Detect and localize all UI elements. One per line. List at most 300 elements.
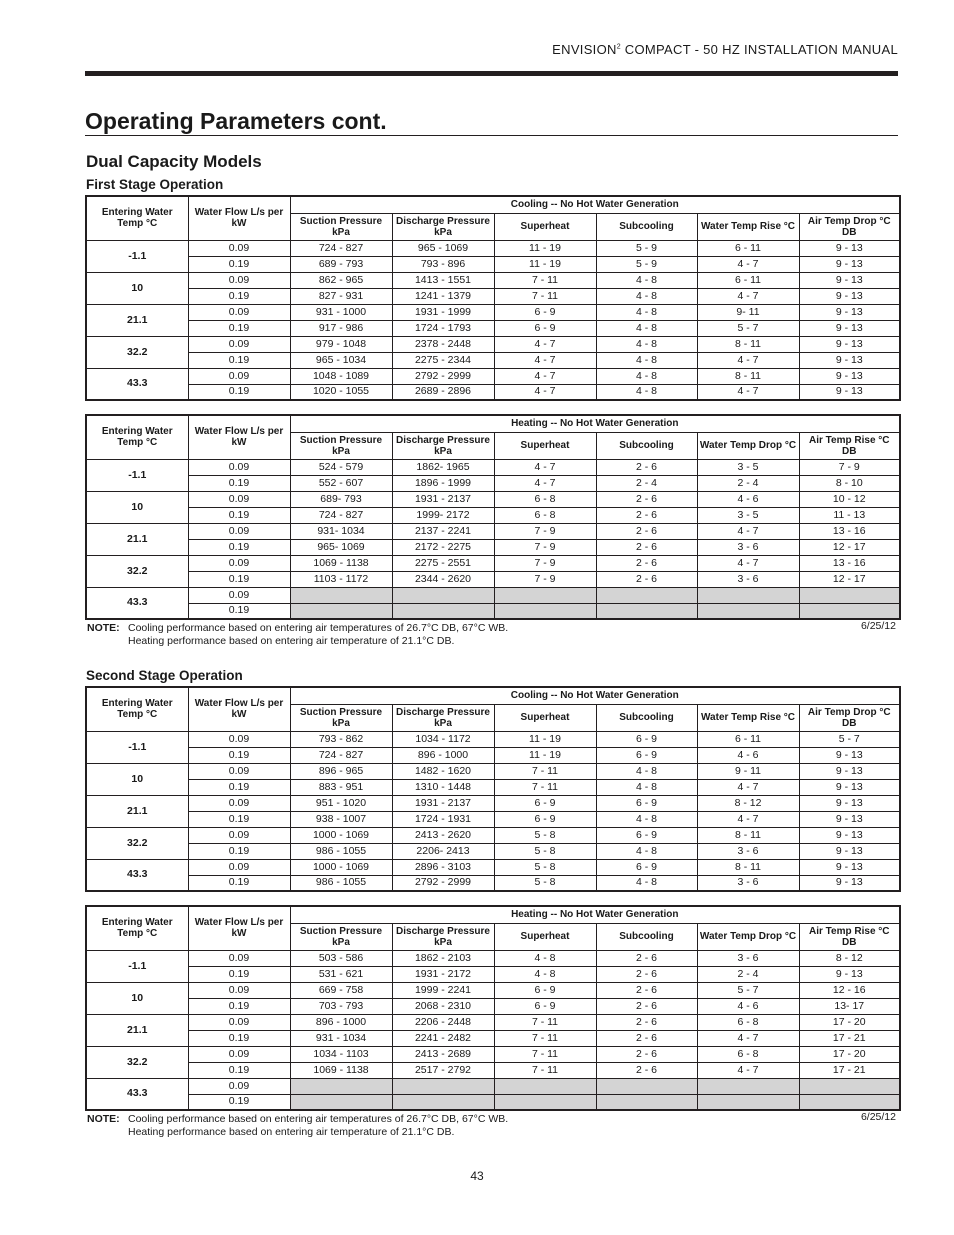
- column-header: Suction Pressure kPa: [290, 923, 392, 950]
- value-cell: 1999- 2172: [392, 507, 494, 523]
- value-cell: 2 - 6: [596, 966, 697, 982]
- value-cell: 2206- 2413: [392, 843, 494, 859]
- note-line-2: Heating performance based on entering air temperature of 21.1°C DB.: [128, 635, 455, 647]
- value-cell: 5 - 9: [596, 256, 697, 272]
- value-cell: 1931 - 1999: [392, 304, 494, 320]
- value-cell: 2 - 6: [596, 1046, 697, 1062]
- value-cell: 6 - 11: [697, 272, 799, 288]
- value-cell: 951 - 1020: [290, 795, 392, 811]
- value-cell: 965- 1069: [290, 539, 392, 555]
- value-cell: 4 - 8: [494, 950, 596, 966]
- entering-water-temp-cell: 43.3: [86, 859, 188, 891]
- value-cell: 931- 1034: [290, 523, 392, 539]
- second-stage-cooling-table: [85, 686, 901, 892]
- table-row: [86, 843, 900, 859]
- value-cell: 2 - 6: [596, 555, 697, 571]
- table-row: [86, 475, 900, 491]
- value-cell: 9 - 13: [799, 384, 900, 400]
- value-cell: 4 - 6: [697, 491, 799, 507]
- value-cell: 8 - 11: [697, 368, 799, 384]
- water-flow-header: Water Flow L/s per kW: [188, 415, 290, 459]
- value-cell: 931 - 1034: [290, 1030, 392, 1046]
- water-flow-cell: 0.09: [188, 763, 290, 779]
- table-row: [86, 555, 900, 571]
- value-cell: [697, 587, 799, 603]
- value-cell: [596, 1094, 697, 1110]
- table-row: [86, 571, 900, 587]
- value-cell: 8 - 12: [799, 950, 900, 966]
- table-row: [86, 1094, 900, 1110]
- table-row: [86, 459, 900, 475]
- entering-water-temp-cell: -1.1: [86, 240, 188, 272]
- water-flow-cell: 0.19: [188, 507, 290, 523]
- value-cell: 10 - 12: [799, 491, 900, 507]
- value-cell: [290, 603, 392, 619]
- table-row: [86, 1014, 900, 1030]
- entering-water-temp-cell: 32.2: [86, 1046, 188, 1078]
- column-header: Superheat: [494, 704, 596, 731]
- value-cell: [494, 1078, 596, 1094]
- column-header: Subcooling: [596, 432, 697, 459]
- value-cell: 9 - 13: [799, 763, 900, 779]
- value-cell: 669 - 758: [290, 982, 392, 998]
- table-row: [86, 507, 900, 523]
- value-cell: 689 - 793: [290, 256, 392, 272]
- water-flow-cell: 0.19: [188, 256, 290, 272]
- table-row: [86, 811, 900, 827]
- value-cell: 8 - 11: [697, 827, 799, 843]
- value-cell: 2 - 6: [596, 1014, 697, 1030]
- column-header: Water Temp Drop °C: [697, 432, 799, 459]
- value-cell: 1931 - 2137: [392, 491, 494, 507]
- water-flow-cell: 0.09: [188, 982, 290, 998]
- value-cell: 1034 - 1103: [290, 1046, 392, 1062]
- value-cell: 3 - 6: [697, 843, 799, 859]
- value-cell: 4 - 8: [596, 288, 697, 304]
- entering-water-temp-cell: 32.2: [86, 555, 188, 587]
- value-cell: 6 - 9: [494, 304, 596, 320]
- value-cell: 4 - 7: [697, 1030, 799, 1046]
- water-flow-cell: 0.19: [188, 1062, 290, 1078]
- value-cell: 4 - 7: [494, 459, 596, 475]
- water-flow-cell: 0.19: [188, 811, 290, 827]
- cooling-group-header: Cooling -- No Hot Water Generation: [290, 687, 900, 704]
- value-cell: 9 - 13: [799, 843, 900, 859]
- value-cell: 7 - 9: [494, 555, 596, 571]
- entering-water-temp-cell: 10: [86, 491, 188, 523]
- value-cell: 2 - 6: [596, 459, 697, 475]
- water-flow-cell: 0.09: [188, 459, 290, 475]
- value-cell: [799, 1094, 900, 1110]
- value-cell: 986 - 1055: [290, 843, 392, 859]
- value-cell: 4 - 7: [697, 555, 799, 571]
- value-cell: 9 - 13: [799, 795, 900, 811]
- value-cell: 3 - 6: [697, 571, 799, 587]
- value-cell: 9 - 13: [799, 288, 900, 304]
- value-cell: 2 - 6: [596, 539, 697, 555]
- value-cell: [596, 587, 697, 603]
- column-header: Superheat: [494, 923, 596, 950]
- value-cell: 9 - 13: [799, 875, 900, 891]
- entering-water-temp-cell: 43.3: [86, 368, 188, 400]
- entering-water-temp-header: Entering Water Temp °C: [86, 906, 188, 950]
- table-row: [86, 998, 900, 1014]
- value-cell: 12 - 17: [799, 539, 900, 555]
- column-header: Suction Pressure kPa: [290, 432, 392, 459]
- value-cell: 979 - 1048: [290, 336, 392, 352]
- table-row: [86, 859, 900, 875]
- table-row: [86, 368, 900, 384]
- value-cell: 2 - 4: [697, 966, 799, 982]
- value-cell: 7 - 11: [494, 288, 596, 304]
- value-cell: 1020 - 1055: [290, 384, 392, 400]
- table-row: [86, 1078, 900, 1094]
- water-flow-cell: 0.19: [188, 384, 290, 400]
- value-cell: 4 - 8: [596, 272, 697, 288]
- second-stage-heating-table: [85, 905, 901, 1111]
- water-flow-cell: 0.09: [188, 795, 290, 811]
- header-rule: [85, 71, 898, 76]
- value-cell: 1862- 1965: [392, 459, 494, 475]
- heating-group-header: Heating -- No Hot Water Generation: [290, 906, 900, 923]
- value-cell: 7 - 9: [799, 459, 900, 475]
- value-cell: 4 - 7: [494, 384, 596, 400]
- value-cell: 4 - 8: [596, 336, 697, 352]
- value-cell: [697, 1094, 799, 1110]
- column-header: Water Temp Rise °C: [697, 213, 799, 240]
- value-cell: 6 - 9: [596, 859, 697, 875]
- value-cell: 1048 - 1089: [290, 368, 392, 384]
- value-cell: [494, 603, 596, 619]
- column-header: Discharge Pressure kPa: [392, 923, 494, 950]
- table-row: [86, 795, 900, 811]
- water-flow-cell: 0.19: [188, 1094, 290, 1110]
- value-cell: 6 - 8: [494, 507, 596, 523]
- table-row: [86, 763, 900, 779]
- note-label: NOTE:: [87, 1113, 120, 1125]
- entering-water-temp-cell: 21.1: [86, 304, 188, 336]
- table-row: [86, 539, 900, 555]
- value-cell: 896 - 1000: [290, 1014, 392, 1030]
- water-flow-cell: 0.19: [188, 571, 290, 587]
- table-row: [86, 256, 900, 272]
- value-cell: 7 - 11: [494, 779, 596, 795]
- note-date: 6/25/12: [860, 1111, 896, 1123]
- value-cell: 4 - 8: [596, 875, 697, 891]
- value-cell: 2241 - 2482: [392, 1030, 494, 1046]
- column-header: Subcooling: [596, 704, 697, 731]
- column-header: Water Temp Rise °C: [697, 704, 799, 731]
- column-header: Discharge Pressure kPa: [392, 213, 494, 240]
- water-flow-cell: 0.09: [188, 731, 290, 747]
- value-cell: 9 - 13: [799, 368, 900, 384]
- value-cell: 2 - 6: [596, 491, 697, 507]
- value-cell: 4 - 7: [494, 475, 596, 491]
- value-cell: 2413 - 2620: [392, 827, 494, 843]
- value-cell: 896 - 965: [290, 763, 392, 779]
- value-cell: 2 - 6: [596, 998, 697, 1014]
- value-cell: 9- 11: [697, 304, 799, 320]
- value-cell: [799, 587, 900, 603]
- value-cell: 6 - 8: [697, 1014, 799, 1030]
- column-header: Suction Pressure kPa: [290, 213, 392, 240]
- value-cell: 6 - 11: [697, 240, 799, 256]
- value-cell: 4 - 8: [596, 811, 697, 827]
- value-cell: 3 - 6: [697, 875, 799, 891]
- value-cell: 2413 - 2689: [392, 1046, 494, 1062]
- value-cell: 4 - 8: [596, 304, 697, 320]
- water-flow-cell: 0.19: [188, 966, 290, 982]
- value-cell: 793 - 862: [290, 731, 392, 747]
- value-cell: 2275 - 2551: [392, 555, 494, 571]
- value-cell: 6 - 9: [596, 827, 697, 843]
- value-cell: 4 - 6: [697, 998, 799, 1014]
- value-cell: 4 - 7: [494, 336, 596, 352]
- note-line-1: Cooling performance based on entering air temperatures of 26.7°C DB, 67°C WB.: [128, 1113, 509, 1125]
- value-cell: 7 - 11: [494, 1014, 596, 1030]
- value-cell: 6 - 9: [494, 320, 596, 336]
- value-cell: 1896 - 1999: [392, 475, 494, 491]
- value-cell: 2068 - 2310: [392, 998, 494, 1014]
- header-text-rest: COMPACT - 50 HZ INSTALLATION MANUAL: [620, 42, 898, 57]
- water-flow-cell: 0.09: [188, 304, 290, 320]
- first-stage-cooling-table: [85, 195, 901, 401]
- water-flow-cell: 0.19: [188, 288, 290, 304]
- value-cell: 3 - 5: [697, 459, 799, 475]
- value-cell: 17 - 20: [799, 1046, 900, 1062]
- value-cell: 11 - 19: [494, 747, 596, 763]
- value-cell: 1241 - 1379: [392, 288, 494, 304]
- value-cell: 724 - 827: [290, 507, 392, 523]
- value-cell: 11 - 19: [494, 256, 596, 272]
- value-cell: 9 - 13: [799, 272, 900, 288]
- value-cell: 503 - 586: [290, 950, 392, 966]
- column-header: Subcooling: [596, 923, 697, 950]
- entering-water-temp-cell: -1.1: [86, 731, 188, 763]
- table-row: [86, 1062, 900, 1078]
- value-cell: 2206 - 2448: [392, 1014, 494, 1030]
- water-flow-cell: 0.09: [188, 368, 290, 384]
- value-cell: [494, 1094, 596, 1110]
- value-cell: 1413 - 1551: [392, 272, 494, 288]
- value-cell: 4 - 8: [596, 352, 697, 368]
- water-flow-cell: 0.09: [188, 827, 290, 843]
- entering-water-temp-cell: -1.1: [86, 950, 188, 982]
- value-cell: 4 - 7: [494, 368, 596, 384]
- value-cell: 2 - 6: [596, 523, 697, 539]
- cooling-group-header: Cooling -- No Hot Water Generation: [290, 196, 900, 213]
- value-cell: [392, 1078, 494, 1094]
- value-cell: 6 - 9: [494, 982, 596, 998]
- table-row: [86, 491, 900, 507]
- table-row: [86, 523, 900, 539]
- value-cell: 4 - 7: [697, 523, 799, 539]
- value-cell: 13 - 16: [799, 523, 900, 539]
- value-cell: 6 - 9: [596, 731, 697, 747]
- value-cell: 3 - 5: [697, 507, 799, 523]
- value-cell: 3 - 6: [697, 950, 799, 966]
- value-cell: 9 - 13: [799, 256, 900, 272]
- column-header: Water Temp Drop °C: [697, 923, 799, 950]
- value-cell: 4 - 7: [697, 352, 799, 368]
- value-cell: 1482 - 1620: [392, 763, 494, 779]
- value-cell: 9 - 11: [697, 763, 799, 779]
- column-header: Superheat: [494, 432, 596, 459]
- value-cell: 6 - 11: [697, 731, 799, 747]
- table-row: [86, 240, 900, 256]
- table-row: [86, 966, 900, 982]
- water-flow-cell: 0.19: [188, 843, 290, 859]
- value-cell: 552 - 607: [290, 475, 392, 491]
- value-cell: 7 - 9: [494, 571, 596, 587]
- value-cell: 9 - 13: [799, 320, 900, 336]
- value-cell: 938 - 1007: [290, 811, 392, 827]
- entering-water-temp-cell: 43.3: [86, 587, 188, 619]
- value-cell: 689- 793: [290, 491, 392, 507]
- value-cell: 13 - 16: [799, 555, 900, 571]
- value-cell: 5 - 7: [697, 320, 799, 336]
- value-cell: [697, 603, 799, 619]
- water-flow-cell: 0.09: [188, 491, 290, 507]
- entering-water-temp-header: Entering Water Temp °C: [86, 687, 188, 731]
- value-cell: [494, 587, 596, 603]
- value-cell: 5 - 7: [799, 731, 900, 747]
- value-cell: 8 - 11: [697, 336, 799, 352]
- value-cell: 1069 - 1138: [290, 555, 392, 571]
- value-cell: [596, 603, 697, 619]
- value-cell: 2 - 6: [596, 1030, 697, 1046]
- value-cell: 2 - 6: [596, 982, 697, 998]
- note-label: NOTE:: [87, 622, 120, 634]
- table-row: [86, 731, 900, 747]
- value-cell: 965 - 1069: [392, 240, 494, 256]
- value-cell: 9 - 13: [799, 336, 900, 352]
- value-cell: 4 - 7: [697, 811, 799, 827]
- entering-water-temp-cell: -1.1: [86, 459, 188, 491]
- water-flow-cell: 0.09: [188, 336, 290, 352]
- value-cell: 2792 - 2999: [392, 875, 494, 891]
- table-row: [86, 352, 900, 368]
- value-cell: 4 - 8: [596, 843, 697, 859]
- value-cell: 6 - 8: [494, 491, 596, 507]
- value-cell: 2344 - 2620: [392, 571, 494, 587]
- value-cell: 986 - 1055: [290, 875, 392, 891]
- value-cell: 4 - 7: [697, 779, 799, 795]
- value-cell: 6 - 9: [596, 747, 697, 763]
- water-flow-header: Water Flow L/s per kW: [188, 906, 290, 950]
- column-header: Air Temp Rise °C DB: [799, 923, 900, 950]
- first-stage-heating-table: [85, 414, 901, 620]
- value-cell: 2 - 6: [596, 571, 697, 587]
- column-header: Superheat: [494, 213, 596, 240]
- value-cell: 9 - 13: [799, 811, 900, 827]
- value-cell: 1931 - 2172: [392, 966, 494, 982]
- value-cell: 6 - 8: [697, 1046, 799, 1062]
- note-date: 6/25/12: [860, 620, 896, 632]
- value-cell: 827 - 931: [290, 288, 392, 304]
- value-cell: 4 - 7: [697, 288, 799, 304]
- value-cell: 1862 - 2103: [392, 950, 494, 966]
- value-cell: 531 - 621: [290, 966, 392, 982]
- table-row: [86, 747, 900, 763]
- value-cell: 6 - 9: [494, 811, 596, 827]
- column-header: Discharge Pressure kPa: [392, 432, 494, 459]
- value-cell: 1103 - 1172: [290, 571, 392, 587]
- value-cell: 12 - 16: [799, 982, 900, 998]
- value-cell: 1000 - 1069: [290, 859, 392, 875]
- value-cell: 6 - 9: [596, 795, 697, 811]
- value-cell: 7 - 11: [494, 1046, 596, 1062]
- value-cell: 1000 - 1069: [290, 827, 392, 843]
- value-cell: [290, 1078, 392, 1094]
- value-cell: 5 - 9: [596, 240, 697, 256]
- header-superscript: 2: [616, 43, 621, 51]
- value-cell: 9 - 13: [799, 966, 900, 982]
- value-cell: [697, 1078, 799, 1094]
- value-cell: 1724 - 1931: [392, 811, 494, 827]
- value-cell: 4 - 8: [494, 966, 596, 982]
- value-cell: 9 - 13: [799, 352, 900, 368]
- value-cell: 8 - 10: [799, 475, 900, 491]
- value-cell: 896 - 1000: [392, 747, 494, 763]
- value-cell: 9 - 13: [799, 859, 900, 875]
- table-row: [86, 1046, 900, 1062]
- water-flow-cell: 0.19: [188, 747, 290, 763]
- value-cell: 7 - 11: [494, 763, 596, 779]
- entering-water-temp-cell: 21.1: [86, 523, 188, 555]
- value-cell: 703 - 793: [290, 998, 392, 1014]
- entering-water-temp-cell: 21.1: [86, 1014, 188, 1046]
- value-cell: 9 - 13: [799, 827, 900, 843]
- note-line-2: Heating performance based on entering air temperature of 21.1°C DB.: [128, 1126, 455, 1138]
- table-row: [86, 603, 900, 619]
- value-cell: 2896 - 3103: [392, 859, 494, 875]
- value-cell: 4 - 8: [596, 368, 697, 384]
- table-row: [86, 827, 900, 843]
- water-flow-header: Water Flow L/s per kW: [188, 687, 290, 731]
- value-cell: 724 - 827: [290, 240, 392, 256]
- value-cell: 6 - 9: [494, 795, 596, 811]
- header-text: ENVISION: [552, 42, 617, 57]
- value-cell: 3 - 6: [697, 539, 799, 555]
- value-cell: 9 - 13: [799, 304, 900, 320]
- value-cell: [799, 1078, 900, 1094]
- entering-water-temp-header: Entering Water Temp °C: [86, 415, 188, 459]
- value-cell: 1310 - 1448: [392, 779, 494, 795]
- value-cell: 4 - 8: [596, 384, 697, 400]
- column-header: Air Temp Rise °C DB: [799, 432, 900, 459]
- value-cell: 7 - 11: [494, 272, 596, 288]
- value-cell: 917 - 986: [290, 320, 392, 336]
- value-cell: 4 - 6: [697, 747, 799, 763]
- value-cell: 2137 - 2241: [392, 523, 494, 539]
- value-cell: 1931 - 2137: [392, 795, 494, 811]
- value-cell: [799, 603, 900, 619]
- title-rule: [85, 135, 898, 136]
- value-cell: 5 - 8: [494, 827, 596, 843]
- value-cell: 11 - 13: [799, 507, 900, 523]
- value-cell: 1034 - 1172: [392, 731, 494, 747]
- water-flow-cell: 0.19: [188, 998, 290, 1014]
- water-flow-cell: 0.19: [188, 779, 290, 795]
- table-row: [86, 304, 900, 320]
- value-cell: 2792 - 2999: [392, 368, 494, 384]
- value-cell: 724 - 827: [290, 747, 392, 763]
- value-cell: 883 - 951: [290, 779, 392, 795]
- water-flow-cell: 0.19: [188, 320, 290, 336]
- water-flow-cell: 0.19: [188, 875, 290, 891]
- water-flow-cell: 0.19: [188, 603, 290, 619]
